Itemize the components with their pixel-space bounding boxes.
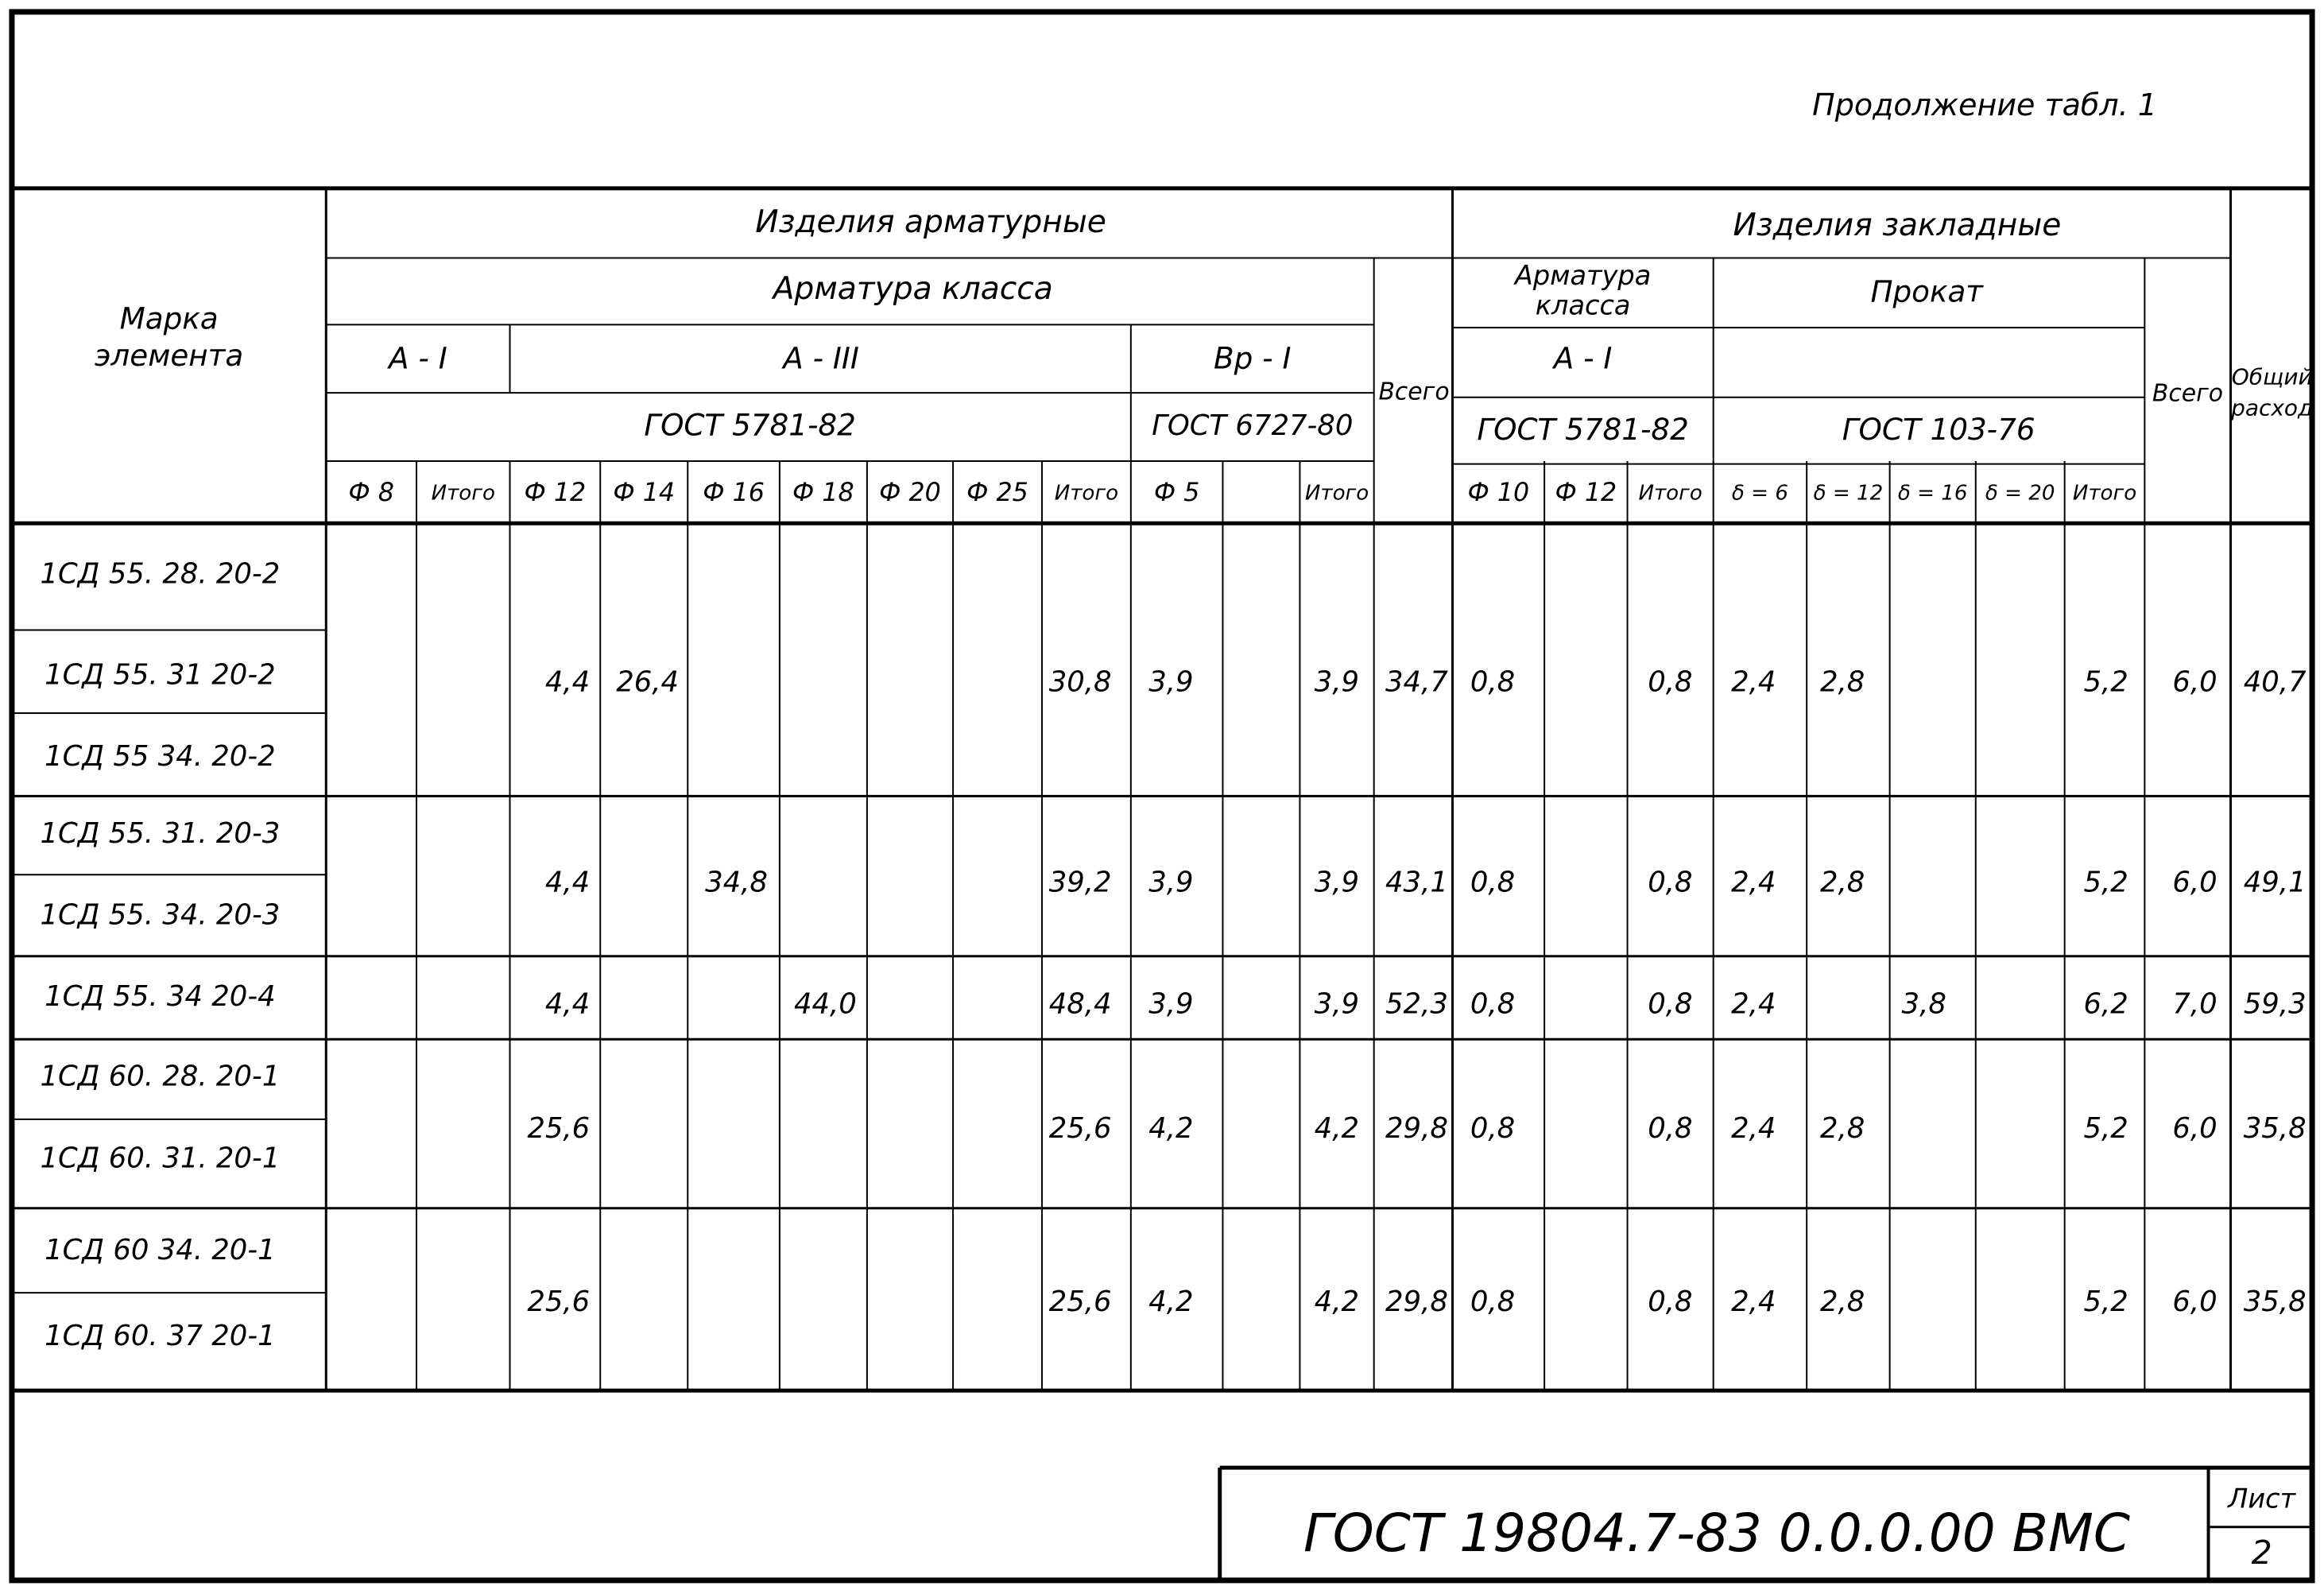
cell-value: 43,1 (1385, 866, 1448, 899)
cell-value: 5,2 (2083, 866, 2128, 899)
element-mark: 1СД 55. 34 20-4 (45, 980, 276, 1014)
cell-value: 3,9 (1148, 665, 1194, 699)
cell-value: 0,8 (1648, 866, 1693, 899)
column-header: Итого (431, 481, 495, 506)
cell-value: 4,4 (544, 665, 591, 699)
cell-value: 35,8 (2243, 1111, 2307, 1145)
element-mark: 1СД 55 34. 20-2 (45, 739, 276, 773)
cell-value: 6,0 (2172, 1111, 2217, 1145)
cell-value: 3,9 (1314, 866, 1360, 899)
cell-value: 3,9 (1148, 987, 1194, 1021)
column-header: Ф 18 (792, 478, 854, 507)
column-header: Ф 14 (613, 478, 676, 507)
cell-value: 4,4 (544, 987, 591, 1021)
cell-value: 7,0 (2172, 987, 2217, 1021)
cell-value: 35,8 (2243, 1286, 2307, 1319)
column-header: Ф 25 (966, 478, 1028, 507)
cell-value: 3,8 (1901, 987, 1946, 1021)
cell-value: 4,2 (1314, 1111, 1360, 1145)
cell-value: 34,8 (705, 866, 768, 899)
header-overall-consumption: расход (2231, 394, 2314, 421)
cell-value: 0,8 (1470, 665, 1516, 699)
cell-value: 0,8 (1470, 1111, 1516, 1145)
element-mark: 1СД 60. 37 20-1 (45, 1320, 276, 1353)
column-header: Итого (2072, 481, 2137, 506)
header-gost-103: ГОСТ 103-76 (1842, 412, 2035, 448)
table-caption: Продолжение табл. 1 (1812, 87, 2157, 122)
column-header: δ = 20 (1985, 481, 2055, 506)
header-total-embedded: Всего (2152, 379, 2224, 408)
cell-value: 4,2 (1148, 1286, 1194, 1319)
cell-value: 52,3 (1385, 987, 1448, 1021)
cell-value: 0,8 (1470, 866, 1516, 899)
cell-value: 48,4 (1048, 987, 1112, 1021)
cell-value: 30,8 (1048, 665, 1112, 699)
element-mark: 1СД 55. 28. 20-2 (40, 557, 281, 591)
header-class-a1: А - I (389, 340, 447, 376)
cell-value: 2,4 (1731, 866, 1776, 899)
column-header: Ф 20 (879, 478, 941, 507)
cell-value: 39,2 (1048, 866, 1112, 899)
cell-value: 3,9 (1148, 866, 1194, 899)
cell-value: 6,0 (2172, 866, 2217, 899)
stamp-sheet-number: 2 (2251, 1534, 2272, 1573)
cell-value: 2,8 (1819, 665, 1865, 699)
header-gost-6727: ГОСТ 6727-80 (1152, 409, 1354, 443)
header-class-a3: А - III (783, 340, 859, 376)
header-gost-5781: ГОСТ 5781-82 (644, 407, 856, 443)
cell-value: 0,8 (1470, 1286, 1516, 1319)
column-header: Ф 10 (1467, 478, 1530, 507)
cell-value: 0,8 (1648, 1286, 1693, 1319)
column-header: Ф 8 (348, 478, 394, 507)
column-header: Ф 5 (1153, 478, 1200, 507)
cell-value: 26,4 (616, 665, 680, 699)
cell-value: 6,0 (2172, 1286, 2217, 1319)
element-mark: 1СД 60. 31. 20-1 (40, 1142, 281, 1175)
header-mark-element: элемента (94, 337, 244, 373)
cell-value: 2,4 (1731, 987, 1776, 1021)
cell-value: 0,8 (1470, 987, 1516, 1021)
cell-value: 29,8 (1385, 1111, 1448, 1145)
cell-value: 5,2 (2083, 665, 2128, 699)
cell-value: 0,8 (1648, 987, 1693, 1021)
column-header: Итого (1638, 481, 1702, 506)
cell-value: 2,8 (1819, 1286, 1865, 1319)
column-header: Итого (1304, 481, 1369, 506)
cell-value: 25,6 (527, 1111, 591, 1145)
cell-value: 25,6 (527, 1286, 591, 1319)
cell-value: 44,0 (793, 987, 857, 1021)
header-total-armature: Всего (1378, 378, 1450, 406)
column-header: Итого (1054, 481, 1119, 506)
column-header: δ = 12 (1813, 481, 1884, 506)
element-mark: 1СД 55. 31. 20-3 (40, 816, 281, 850)
header-rebar-class: Арматура класса (773, 271, 1053, 307)
cell-value: 2,8 (1819, 1111, 1865, 1145)
header-rebar-class-embedded: Арматура (1514, 260, 1652, 292)
element-mark: 1СД 60. 28. 20-1 (40, 1060, 281, 1093)
stamp-document-code: ГОСТ 19804.7-83 0.0.0.00 ВМС (1303, 1503, 2130, 1564)
cell-value: 25,6 (1048, 1111, 1112, 1145)
cell-value: 3,9 (1314, 665, 1360, 699)
cell-value: 2,4 (1731, 665, 1776, 699)
cell-value: 6,0 (2172, 665, 2217, 699)
header-embedded-products: Изделия закладные (1733, 207, 2062, 243)
column-header: δ = 16 (1897, 481, 1968, 506)
header-armature-products: Изделия арматурные (755, 204, 1106, 241)
cell-value: 29,8 (1385, 1286, 1448, 1319)
stamp-sheet-label: Лист (2228, 1483, 2296, 1514)
cell-value: 6,2 (2083, 987, 2128, 1021)
cell-value: 49,1 (2243, 866, 2307, 899)
header-gost-5781-embedded: ГОСТ 5781-82 (1477, 412, 1689, 448)
cell-value: 0,8 (1648, 1111, 1693, 1145)
cell-value: 25,6 (1048, 1286, 1112, 1319)
cell-value: 2,8 (1819, 866, 1865, 899)
header-rolled-steel: Прокат (1870, 273, 1984, 309)
cell-value: 5,2 (2083, 1286, 2128, 1319)
cell-value: 2,4 (1731, 1286, 1776, 1319)
column-header: Ф 12 (524, 478, 587, 507)
cell-value: 5,2 (2083, 1111, 2128, 1145)
header-mark-element: Марка (119, 301, 219, 336)
cell-value: 34,7 (1385, 665, 1448, 699)
cell-value: 59,3 (2243, 987, 2307, 1021)
header-class-a1-embedded: А - I (1553, 340, 1613, 376)
header-overall-consumption: Общий (2231, 363, 2313, 390)
cell-value: 40,7 (2243, 665, 2307, 699)
cell-value: 4,2 (1314, 1286, 1360, 1319)
cell-value: 0,8 (1648, 665, 1693, 699)
cell-value: 2,4 (1731, 1111, 1776, 1145)
element-mark: 1СД 60 34. 20-1 (45, 1233, 276, 1266)
element-mark: 1СД 55. 31 20-2 (45, 658, 276, 692)
cell-value: 4,4 (544, 866, 591, 899)
column-header: δ = 6 (1731, 481, 1788, 506)
header-class-vr1: Вр - I (1214, 340, 1292, 376)
column-header: Ф 16 (703, 478, 765, 507)
column-header: Ф 12 (1555, 478, 1617, 507)
header-rebar-class-embedded: класса (1535, 289, 1631, 321)
cell-value: 4,2 (1148, 1111, 1194, 1145)
element-mark: 1СД 55. 34. 20-3 (40, 898, 281, 932)
cell-value: 3,9 (1314, 987, 1360, 1021)
